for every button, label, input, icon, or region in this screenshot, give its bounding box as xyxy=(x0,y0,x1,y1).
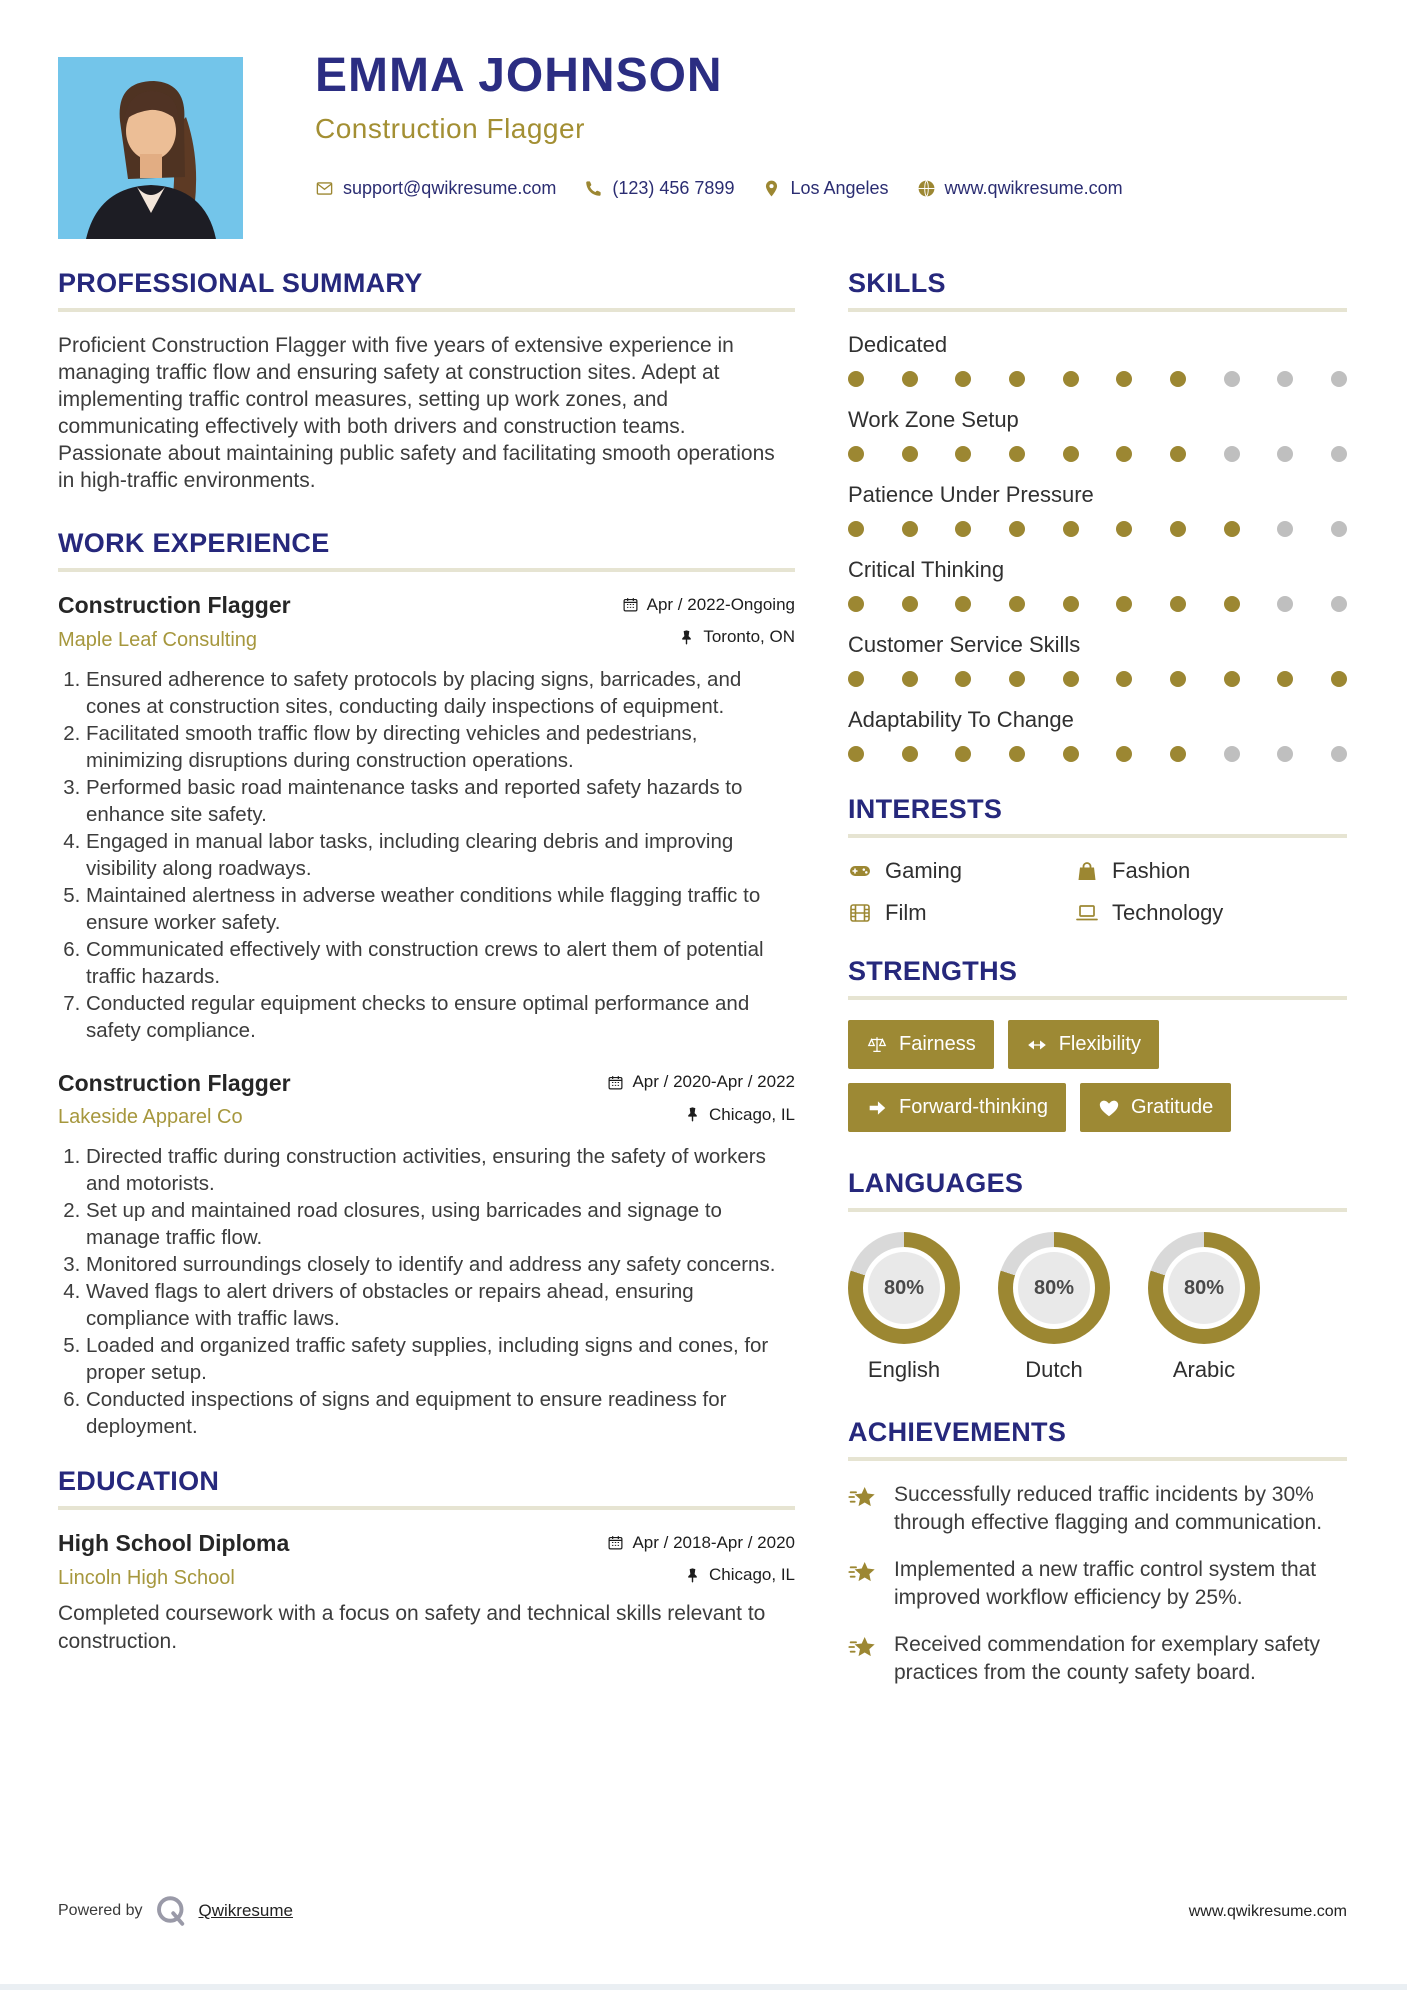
content-columns xyxy=(58,268,1347,1706)
contact-email-text: support@qwikresume.com xyxy=(343,178,557,198)
skill-dot xyxy=(1009,671,1025,687)
work-heading: WORK EXPERIENCE xyxy=(58,528,330,558)
education-location xyxy=(684,1565,795,1585)
job-dates-text: Apr / 2020-Apr / 2022 xyxy=(632,1072,795,1091)
skill-dot xyxy=(1009,446,1025,462)
skill-rating xyxy=(848,671,1347,687)
interest-label: Gaming xyxy=(885,858,963,883)
job-bullet: 7. Conducted regular equipment checks to ensure optimal performance and safety compliance. xyxy=(86,990,795,1044)
skills-list xyxy=(848,332,1347,762)
qwikresume-logo-icon xyxy=(153,1893,189,1929)
calendar-icon xyxy=(607,1074,624,1091)
skill-rating xyxy=(848,371,1347,387)
skill-dot xyxy=(1277,521,1293,537)
skill-dot xyxy=(1170,671,1186,687)
skill-dot xyxy=(1063,521,1079,537)
skill-dot xyxy=(955,671,971,687)
skill-dot xyxy=(1331,746,1347,762)
achievement-item xyxy=(848,1631,1347,1687)
education-school: Lincoln High School xyxy=(58,1566,235,1589)
job-location xyxy=(678,627,795,647)
job-dates-text: Apr / 2022-Ongoing xyxy=(646,594,795,614)
skill-item xyxy=(848,707,1347,762)
interests-heading: INTERESTS xyxy=(848,794,1003,824)
skill-dot xyxy=(848,446,864,462)
language-percent: 80% xyxy=(1018,1252,1090,1324)
skill-dot xyxy=(1331,446,1347,462)
interest-item xyxy=(1075,900,1347,926)
skill-dot xyxy=(1170,371,1186,387)
job-location-text: Chicago, IL xyxy=(709,1104,795,1124)
skill-dot xyxy=(848,671,864,687)
skill-dot xyxy=(1277,671,1293,687)
skill-label: Customer Service Skills xyxy=(848,632,1081,657)
languages-list xyxy=(848,1232,1347,1383)
skill-dot xyxy=(1116,596,1132,612)
job-title: Construction Flagger xyxy=(58,592,291,618)
pushpin-icon xyxy=(678,629,695,646)
contact-website[interactable] xyxy=(917,178,1123,199)
strength-label: Flexibility xyxy=(1058,1033,1141,1055)
languages-section xyxy=(848,1168,1347,1383)
job-bullets xyxy=(58,666,795,1044)
job-location-text: Toronto, ON xyxy=(703,627,795,646)
shooting-star-icon xyxy=(848,1633,880,1665)
left-column xyxy=(58,268,795,1706)
skill-dot xyxy=(1063,596,1079,612)
skills-heading: SKILLS xyxy=(848,268,946,298)
skill-dot xyxy=(955,371,971,387)
strength-badge xyxy=(848,1083,1066,1132)
skill-dot xyxy=(902,371,918,387)
contact-phone-text: (123) 456 7899 xyxy=(612,178,735,198)
skill-dot xyxy=(1116,371,1132,387)
section-divider xyxy=(848,1457,1347,1461)
skill-dot xyxy=(848,371,864,387)
skill-dot xyxy=(1170,596,1186,612)
achievements-heading: ACHIEVEMENTS xyxy=(848,1417,1067,1447)
strength-label: Forward-thinking xyxy=(899,1096,1048,1118)
job-company: Maple Leaf Consulting xyxy=(58,628,258,651)
handbag-icon xyxy=(1075,859,1099,883)
footer-left xyxy=(58,1893,293,1929)
language-progress-ring xyxy=(1148,1232,1260,1344)
pushpin-icon xyxy=(684,1567,701,1584)
language-percent: 80% xyxy=(1168,1252,1240,1324)
language-item xyxy=(998,1232,1110,1383)
strength-badge xyxy=(1008,1020,1159,1069)
section-divider xyxy=(848,834,1347,838)
skill-item xyxy=(848,332,1347,387)
job-bullet: 5. Loaded and organized traffic safety supplies, including signs and cones, for proper setup. xyxy=(86,1332,795,1386)
interest-item xyxy=(848,900,1075,926)
strengths-section xyxy=(848,956,1347,1132)
summary-section xyxy=(58,268,795,494)
skill-dot xyxy=(902,671,918,687)
section-divider xyxy=(58,308,795,312)
header xyxy=(315,48,723,145)
skill-dot xyxy=(1170,446,1186,462)
qwikresume-link[interactable]: Qwikresume xyxy=(198,1901,293,1920)
ring-hole xyxy=(863,1247,945,1329)
calendar-icon xyxy=(622,596,639,613)
skill-label: Patience Under Pressure xyxy=(848,482,1094,507)
skill-dot xyxy=(1063,446,1079,462)
skill-dot xyxy=(955,521,971,537)
skill-dot xyxy=(1224,596,1240,612)
contact-row xyxy=(315,178,1137,199)
skill-dot xyxy=(1331,521,1347,537)
work-experience-section xyxy=(58,528,795,1440)
skill-dot xyxy=(1331,371,1347,387)
strength-label: Gratitude xyxy=(1130,1096,1214,1118)
achievements-section xyxy=(848,1417,1347,1687)
skill-dot xyxy=(1331,671,1347,687)
job-bullet: 2. Facilitated smooth traffic flow by directing vehicles and pedestrians, minimizing disruptions during construction operations. xyxy=(86,720,795,774)
job-bullet: 4. Waved flags to alert drivers of obstacles or repairs ahead, ensuring compliance with traffic laws. xyxy=(86,1278,795,1332)
job-bullet: 6. Communicated effectively with construction crews to alert them of potential traffic hazards. xyxy=(86,936,795,990)
achievement-item xyxy=(848,1556,1347,1612)
contact-phone xyxy=(584,178,734,199)
job-bullets xyxy=(58,1143,795,1440)
pushpin-icon xyxy=(684,1106,701,1123)
education-degree: High School Diploma xyxy=(58,1530,290,1556)
job-bullet: 5. Maintained alertness in adverse weather conditions while flagging traffic to ensure worker safety. xyxy=(86,882,795,936)
job-title: Construction Flagger xyxy=(58,1069,291,1096)
skill-dot xyxy=(902,746,918,762)
section-divider xyxy=(848,1208,1347,1212)
location-pin-icon xyxy=(762,179,781,198)
section-divider xyxy=(848,308,1347,312)
strength-badge xyxy=(848,1020,994,1069)
skill-item xyxy=(848,632,1347,687)
skill-label: Critical Thinking xyxy=(848,557,1005,582)
summary-heading: PROFESSIONAL SUMMARY xyxy=(58,268,423,298)
skill-dot xyxy=(1170,746,1186,762)
job-dates xyxy=(622,595,795,615)
interest-label: Film xyxy=(885,900,927,925)
achievement-text: Received commendation for exemplary safety practices from the county safety board. xyxy=(894,1633,1321,1684)
education-description: Completed coursework with a focus on safety and technical skills relevant to construction. xyxy=(58,1601,766,1653)
interest-label: Fashion xyxy=(1112,858,1191,883)
skill-rating xyxy=(848,521,1347,537)
language-item xyxy=(848,1232,960,1383)
job-bullet: 3. Performed basic road maintenance tasks and reported safety hazards to enhance site safety. xyxy=(86,774,795,828)
language-label: Dutch xyxy=(1025,1357,1083,1382)
achievements-list xyxy=(848,1481,1347,1687)
strengths-heading: STRENGTHS xyxy=(848,956,1018,986)
skill-dot xyxy=(848,521,864,537)
interests-list xyxy=(848,858,1347,926)
job-bullet: 3. Monitored surroundings closely to identify and address any safety concerns. xyxy=(86,1251,795,1278)
job-bullet: 4. Engaged in manual labor tasks, including clearing debris and improving visibility along roadways. xyxy=(86,828,795,882)
skill-dot xyxy=(1277,746,1293,762)
skill-label: Dedicated xyxy=(848,332,948,357)
language-label: Arabic xyxy=(1172,1357,1236,1382)
skill-dot xyxy=(1170,521,1186,537)
language-item xyxy=(1148,1232,1260,1383)
interest-item xyxy=(1075,858,1347,884)
skill-dot xyxy=(1277,446,1293,462)
right-column xyxy=(848,268,1347,1706)
skill-dot xyxy=(902,596,918,612)
candidate-title: Construction Flagger xyxy=(315,113,585,144)
footer-website: www.qwikresume.com xyxy=(1188,1903,1347,1920)
interest-label: Technology xyxy=(1112,900,1224,925)
language-percent: 80% xyxy=(868,1252,940,1324)
skill-dot xyxy=(1116,746,1132,762)
bottom-strip xyxy=(0,1984,1407,1990)
skill-item xyxy=(848,482,1347,537)
skill-dot xyxy=(1116,671,1132,687)
ring-hole xyxy=(1163,1247,1245,1329)
ring-hole xyxy=(1013,1247,1095,1329)
achievement-text: Successfully reduced traffic incidents by 30% through effective flagging and communication. xyxy=(894,1483,1323,1534)
language-label: English xyxy=(867,1357,941,1382)
contact-location-text: Los Angeles xyxy=(790,178,889,198)
skill-dot xyxy=(1116,521,1132,537)
education-location-text: Chicago, IL xyxy=(709,1565,795,1584)
skill-dot xyxy=(1224,521,1240,537)
skill-dot xyxy=(1009,746,1025,762)
strengths-list xyxy=(848,1020,1347,1132)
envelope-icon xyxy=(315,179,334,198)
interests-section xyxy=(848,794,1347,926)
scales-icon xyxy=(866,1034,888,1056)
skill-label: Work Zone Setup xyxy=(848,407,1019,432)
skill-dot xyxy=(1277,371,1293,387)
education-section xyxy=(58,1466,795,1656)
contact-email[interactable] xyxy=(315,178,556,199)
section-divider xyxy=(58,568,795,572)
calendar-icon xyxy=(607,1534,624,1551)
job-location xyxy=(684,1105,795,1125)
profile-photo-illustration xyxy=(58,57,243,239)
skill-dot xyxy=(955,746,971,762)
skill-dot xyxy=(848,746,864,762)
job-bullet: 2. Set up and maintained road closures, using barricades and signage to manage traffic flow. xyxy=(86,1197,795,1251)
skill-dot xyxy=(1277,596,1293,612)
skill-dot xyxy=(902,446,918,462)
strength-badge xyxy=(1080,1083,1231,1132)
summary-text: Proficient Construction Flagger with five years of extensive experience in managing traffic flow and ensuring safety at construction sites. Adept at implementing traffic control measures, setting up work zones, and communicating effectively with both drivers and construction teams. Passionate about maintaining public safety and facilitating smooth operations in high-traffic environments. xyxy=(58,334,775,492)
skill-item xyxy=(848,557,1347,612)
achievement-item xyxy=(848,1481,1347,1537)
skill-dot xyxy=(1224,671,1240,687)
strength-label: Fairness xyxy=(899,1033,976,1055)
skill-rating xyxy=(848,746,1347,762)
contact-location xyxy=(762,178,888,199)
job-entry xyxy=(58,592,795,1044)
job-bullet: 1. Ensured adherence to safety protocols by placing signs, barricades, and cones at construction sites, conducting daily inspections of equipment. xyxy=(86,666,795,720)
education-dates xyxy=(607,1533,795,1553)
section-divider xyxy=(848,996,1347,1000)
skill-dot xyxy=(902,521,918,537)
skill-label: Adaptability To Change xyxy=(848,707,1074,732)
achievement-text: Implemented a new traffic control system that improved workflow efficiency by 25%. xyxy=(894,1558,1317,1609)
skill-rating xyxy=(848,596,1347,612)
skill-dot xyxy=(955,596,971,612)
skill-dot xyxy=(1009,596,1025,612)
skill-dot xyxy=(848,596,864,612)
phone-icon xyxy=(584,179,603,198)
gamepad-icon xyxy=(848,859,872,883)
skills-section xyxy=(848,268,1347,762)
language-progress-ring xyxy=(848,1232,960,1344)
shooting-star-icon xyxy=(848,1558,880,1590)
education-dates-text: Apr / 2018-Apr / 2020 xyxy=(632,1532,795,1552)
laptop-icon xyxy=(1075,901,1099,925)
globe-icon xyxy=(917,179,936,198)
heart-icon xyxy=(1098,1097,1120,1119)
profile-photo xyxy=(58,57,243,239)
skill-dot xyxy=(1331,596,1347,612)
skill-dot xyxy=(955,446,971,462)
skill-rating xyxy=(848,446,1347,462)
job-company: Lakeside Apparel Co xyxy=(58,1106,243,1128)
language-progress-ring xyxy=(998,1232,1110,1344)
languages-heading: LANGUAGES xyxy=(848,1168,1024,1198)
shooting-star-icon xyxy=(848,1483,880,1515)
interest-item xyxy=(848,858,1075,884)
skill-dot xyxy=(1116,446,1132,462)
section-divider xyxy=(58,1506,795,1510)
job-bullet: 1. Directed traffic during construction activities, ensuring the safety of workers and motorists. xyxy=(86,1143,795,1197)
skill-dot xyxy=(1224,746,1240,762)
skill-dot xyxy=(1009,371,1025,387)
job-entry xyxy=(58,1070,795,1441)
job-dates xyxy=(607,1072,795,1092)
skill-item xyxy=(848,407,1347,462)
skill-dot xyxy=(1063,671,1079,687)
contact-website-text: www.qwikresume.com xyxy=(944,178,1123,198)
powered-by-text: Powered by xyxy=(58,1902,143,1919)
film-icon xyxy=(848,901,872,925)
job-bullet: 6. Conducted inspections of signs and equipment to ensure readiness for deployment. xyxy=(86,1386,795,1440)
candidate-name: EMMA JOHNSON xyxy=(315,49,723,102)
skill-dot xyxy=(1063,746,1079,762)
skill-dot xyxy=(1009,521,1025,537)
skill-dot xyxy=(1224,446,1240,462)
right-arrow-icon xyxy=(866,1097,888,1119)
education-heading: EDUCATION xyxy=(58,1466,220,1496)
skill-dot xyxy=(1063,371,1079,387)
skill-dot xyxy=(1224,371,1240,387)
left-right-arrow-icon xyxy=(1026,1034,1048,1056)
